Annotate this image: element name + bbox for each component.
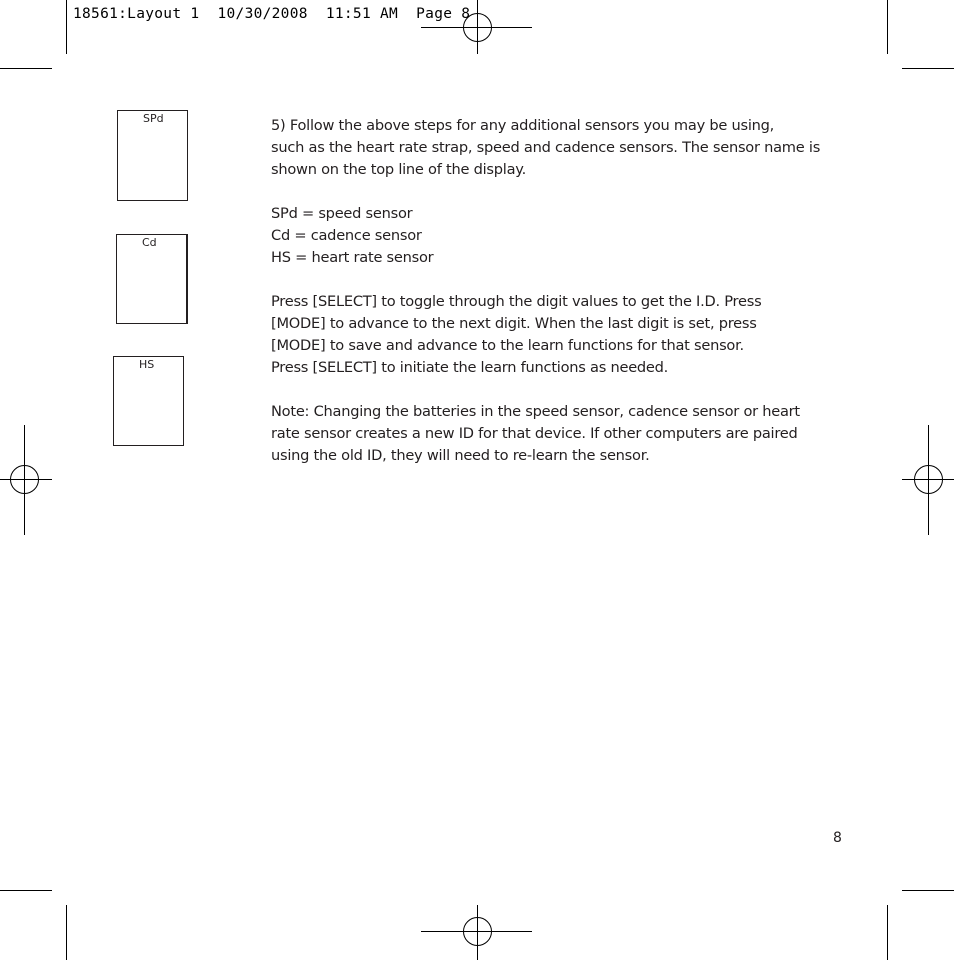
text-line: [MODE] to save and advance to the learn functions for that sensor.	[271, 337, 744, 354]
instructions-text	[271, 115, 861, 467]
paragraph-gap	[271, 379, 861, 401]
text-line: 5) Follow the above steps for any additional sensors you may be using,	[271, 117, 775, 134]
paragraph-press-instructions	[271, 291, 861, 379]
paragraph-step-5	[271, 115, 861, 181]
display-hs-label: HS	[139, 358, 155, 371]
text-line: Press [SELECT] to initiate the learn functions as needed.	[271, 359, 669, 376]
paragraph-sensor-legend	[271, 203, 861, 269]
printer-slug-line: 18561:Layout 1 10/30/2008 11:51 AM Page 8	[73, 6, 471, 22]
page-number: 8	[833, 830, 842, 846]
display-cd-illustration	[116, 234, 188, 324]
text-line: such as the heart rate strap, speed and cadence sensors. The sensor name is	[271, 139, 821, 156]
registration-target-left	[0, 425, 52, 535]
display-spd-label: SPd	[143, 112, 164, 125]
registration-target-top	[421, 0, 532, 54]
legend-cadence-sensor: Cd = cadence sensor	[271, 227, 422, 244]
registration-target-bottom	[421, 905, 532, 960]
text-line: using the old ID, they will need to re-learn the sensor.	[271, 447, 650, 464]
display-cd-label: Cd	[142, 236, 157, 249]
text-line: Note: Changing the batteries in the speed sensor, cadence sensor or heart	[271, 403, 800, 420]
display-hs-illustration	[113, 356, 184, 446]
paragraph-gap	[271, 181, 861, 203]
display-spd-illustration	[117, 110, 188, 201]
registration-target-right	[902, 425, 954, 535]
text-line: rate sensor creates a new ID for that device. If other computers are paired	[271, 425, 798, 442]
legend-heart-rate-sensor: HS = heart rate sensor	[271, 249, 434, 266]
legend-speed-sensor: SPd = speed sensor	[271, 205, 413, 222]
text-line: Press [SELECT] to toggle through the digit values to get the I.D. Press	[271, 293, 762, 310]
paragraph-gap	[271, 269, 861, 291]
paragraph-note	[271, 401, 861, 467]
text-line: shown on the top line of the display.	[271, 161, 526, 178]
text-line: [MODE] to advance to the next digit. When the last digit is set, press	[271, 315, 757, 332]
